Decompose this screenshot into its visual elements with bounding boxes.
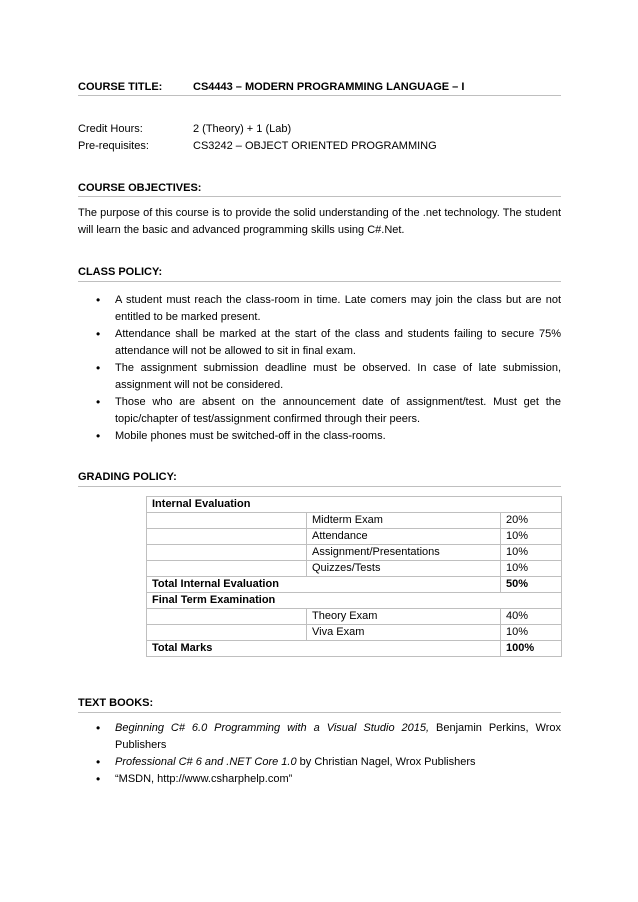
grade-item-pct: 40% (501, 609, 562, 625)
bullet-icon (96, 360, 100, 378)
grade-item-name: Midterm Exam (307, 513, 501, 529)
internal-evaluation-label: Internal Evaluation (147, 497, 562, 513)
book-details: by Christian Nagel, Wrox Publishers (296, 756, 476, 768)
objectives-text: The purpose of this course is to provide the solid understanding of the .net technology. The student will learn the basic and advanced programming skills using C#.Net. (78, 207, 561, 236)
text-books-heading: TEXT BOOKS: (78, 697, 154, 709)
list-item: • The assignment submission deadline must be observed. In case of late submission, assignment will not be considered. (78, 360, 561, 394)
list-item: • Attendance shall be marked at the start of the class and students failing to secure 75% attendance will not be allowed to sit in final exam. (78, 326, 561, 360)
credit-hours-value: 2 (Theory) + 1 (Lab) (193, 123, 292, 135)
grade-item-name: Assignment/Presentations (307, 545, 501, 561)
class-policy-list (78, 292, 561, 445)
grade-item-name: Quizzes/Tests (307, 561, 501, 577)
divider (78, 486, 561, 487)
bullet-icon (96, 394, 100, 412)
final-term-label: Final Term Examination (147, 593, 562, 609)
credit-hours-label: Credit Hours: (78, 123, 143, 135)
table-row (147, 561, 562, 577)
course-title-value: CS4443 – MODERN PROGRAMMING LANGUAGE – I (193, 81, 465, 93)
book-title: Professional C# 6 and .NET Core 1.0 (115, 756, 297, 768)
bullet-icon (96, 720, 100, 738)
table-row (147, 497, 562, 513)
bullet-icon (96, 428, 100, 446)
text-books-list (78, 720, 561, 788)
total-marks-pct: 100% (501, 641, 562, 657)
bullet-icon (96, 326, 100, 344)
table-row (147, 593, 562, 609)
list-item: • Those who are absent on the announcement date of assignment/test. Must get the topic/chapter of test/assignment confirmed through their peers. (78, 394, 561, 428)
objectives-heading: COURSE OBJECTIVES: (78, 182, 202, 194)
bullet-icon (96, 754, 100, 772)
grade-item-pct: 10% (501, 529, 562, 545)
list-item (78, 771, 561, 788)
bullet-icon (96, 292, 100, 310)
total-marks-label: Total Marks (147, 641, 501, 657)
grade-item-name: Attendance (307, 529, 501, 545)
book-title: Beginning C# 6.0 Programming with a Visual Studio 2015, (115, 722, 430, 734)
table-row (147, 513, 562, 529)
list-item (78, 754, 561, 771)
list-item (78, 720, 561, 754)
table-row (147, 625, 562, 641)
book-details: Benjamin Perkins, Wrox Publishers (115, 722, 561, 751)
divider (78, 712, 561, 713)
grade-item-pct: 10% (501, 561, 562, 577)
list-item: • A student must reach the class-room in time. Late comers may join the class but are not entitled to be marked present. (78, 292, 561, 326)
bullet-icon (96, 771, 100, 789)
grade-item-name: Viva Exam (307, 625, 501, 641)
total-internal-label: Total Internal Evaluation (147, 577, 501, 593)
book-details: “MSDN, http://www.csharphelp.com” (115, 773, 293, 785)
prerequisites-label: Pre-requisites: (78, 140, 149, 152)
class-policy-heading: CLASS POLICY: (78, 266, 163, 278)
course-title-label: COURSE TITLE: (78, 81, 163, 93)
table-row (147, 577, 562, 593)
divider (78, 281, 561, 282)
grading-policy-heading: GRADING POLICY: (78, 471, 177, 483)
table-row (147, 609, 562, 625)
prerequisites-value: CS3242 – OBJECT ORIENTED PROGRAMMING (193, 140, 437, 152)
divider (78, 196, 561, 197)
divider (78, 95, 561, 96)
grade-item-pct: 10% (501, 625, 562, 641)
total-internal-pct: 50% (501, 577, 562, 593)
table-row (147, 545, 562, 561)
table-row (147, 529, 562, 545)
grading-table (146, 496, 562, 657)
table-row (147, 641, 562, 657)
grade-item-name: Theory Exam (307, 609, 501, 625)
list-item: • Mobile phones must be switched-off in the class-rooms. (78, 428, 561, 445)
grade-item-pct: 20% (501, 513, 562, 529)
grade-item-pct: 10% (501, 545, 562, 561)
